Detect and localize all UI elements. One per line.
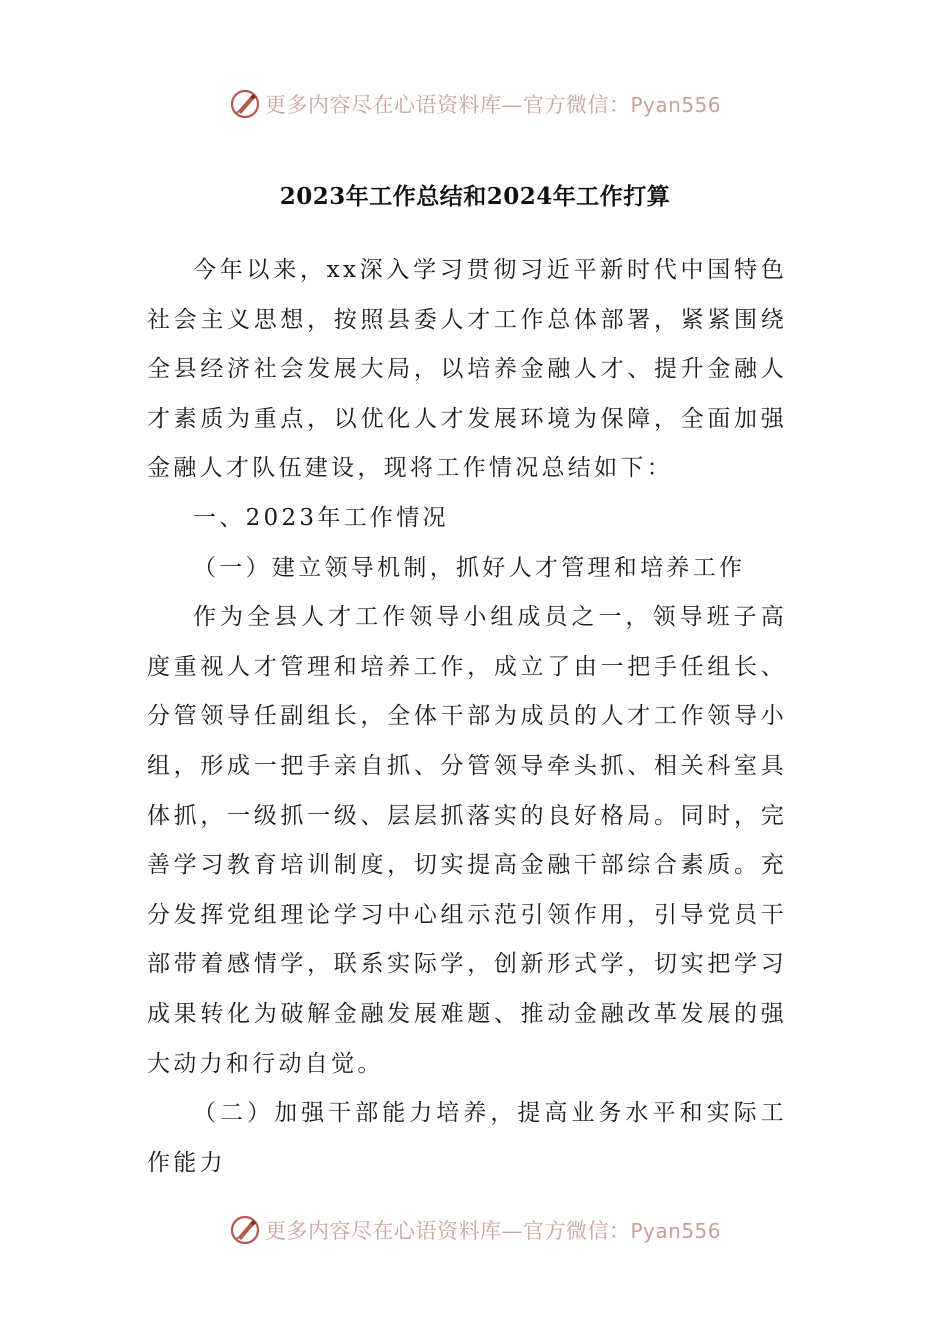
watermark-text: 更多内容尽在心语资料库—官方微信：Pyan556 <box>264 1219 721 1243</box>
body-paragraph: 作为全县人才工作领导小组成员之一，领导班子高度重视人才管理和培养工作，成立了由一把手任组长、分管领导任副组长，全体干部为成员的人才工作领导小组，形成一把手亲自抓、分管领导牵头抓、相关科室具体抓，一级抓一级、层层抓落实的良好格局。同时，完善学习教育培训制度，切实提高金融干部综合素质。充分发挥党组理论学习中心组示范引领作用，引导党员干部带着感情学，联系实际学，创新形式学，切实把学习成果转化为破解金融发展难题、推动金融改革发展的强大动力和行动自觉。 <box>147 604 787 1077</box>
subsection-heading-2: （二）加强干部能力培养，提高业务水平和实际工作能力 <box>147 1100 787 1176</box>
watermark-text: 更多内容尽在心语资料库—官方微信：Pyan556 <box>264 93 721 117</box>
subsection-heading-1: （一）建立领导机制，抓好人才管理和培养工作 <box>193 554 746 581</box>
watermark-top <box>0 84 950 124</box>
section-heading-1: 一、2023年工作情况 <box>193 504 449 531</box>
document-body <box>147 246 787 1188</box>
document-title: 2023年工作总结和2024年工作打算 <box>279 183 671 210</box>
watermark-wechat-id: Pyan556 <box>630 1219 721 1243</box>
intro-paragraph: 今年以来，xx深入学习贯彻习近平新时代中国特色社会主义思想，按照县委人才工作总体部署，紧紧围绕全县经济社会发展大局，以培养金融人才、提升金融人才素质为重点，以优化人才发展环境为保障，全面加强金融人才队伍建设，现将工作情况总结如下： <box>147 257 787 482</box>
pen-circle-logo-icon <box>229 88 261 120</box>
watermark-wechat-id: Pyan556 <box>630 93 721 117</box>
watermark-bottom <box>0 1210 950 1250</box>
pen-circle-logo-icon <box>229 1214 261 1246</box>
